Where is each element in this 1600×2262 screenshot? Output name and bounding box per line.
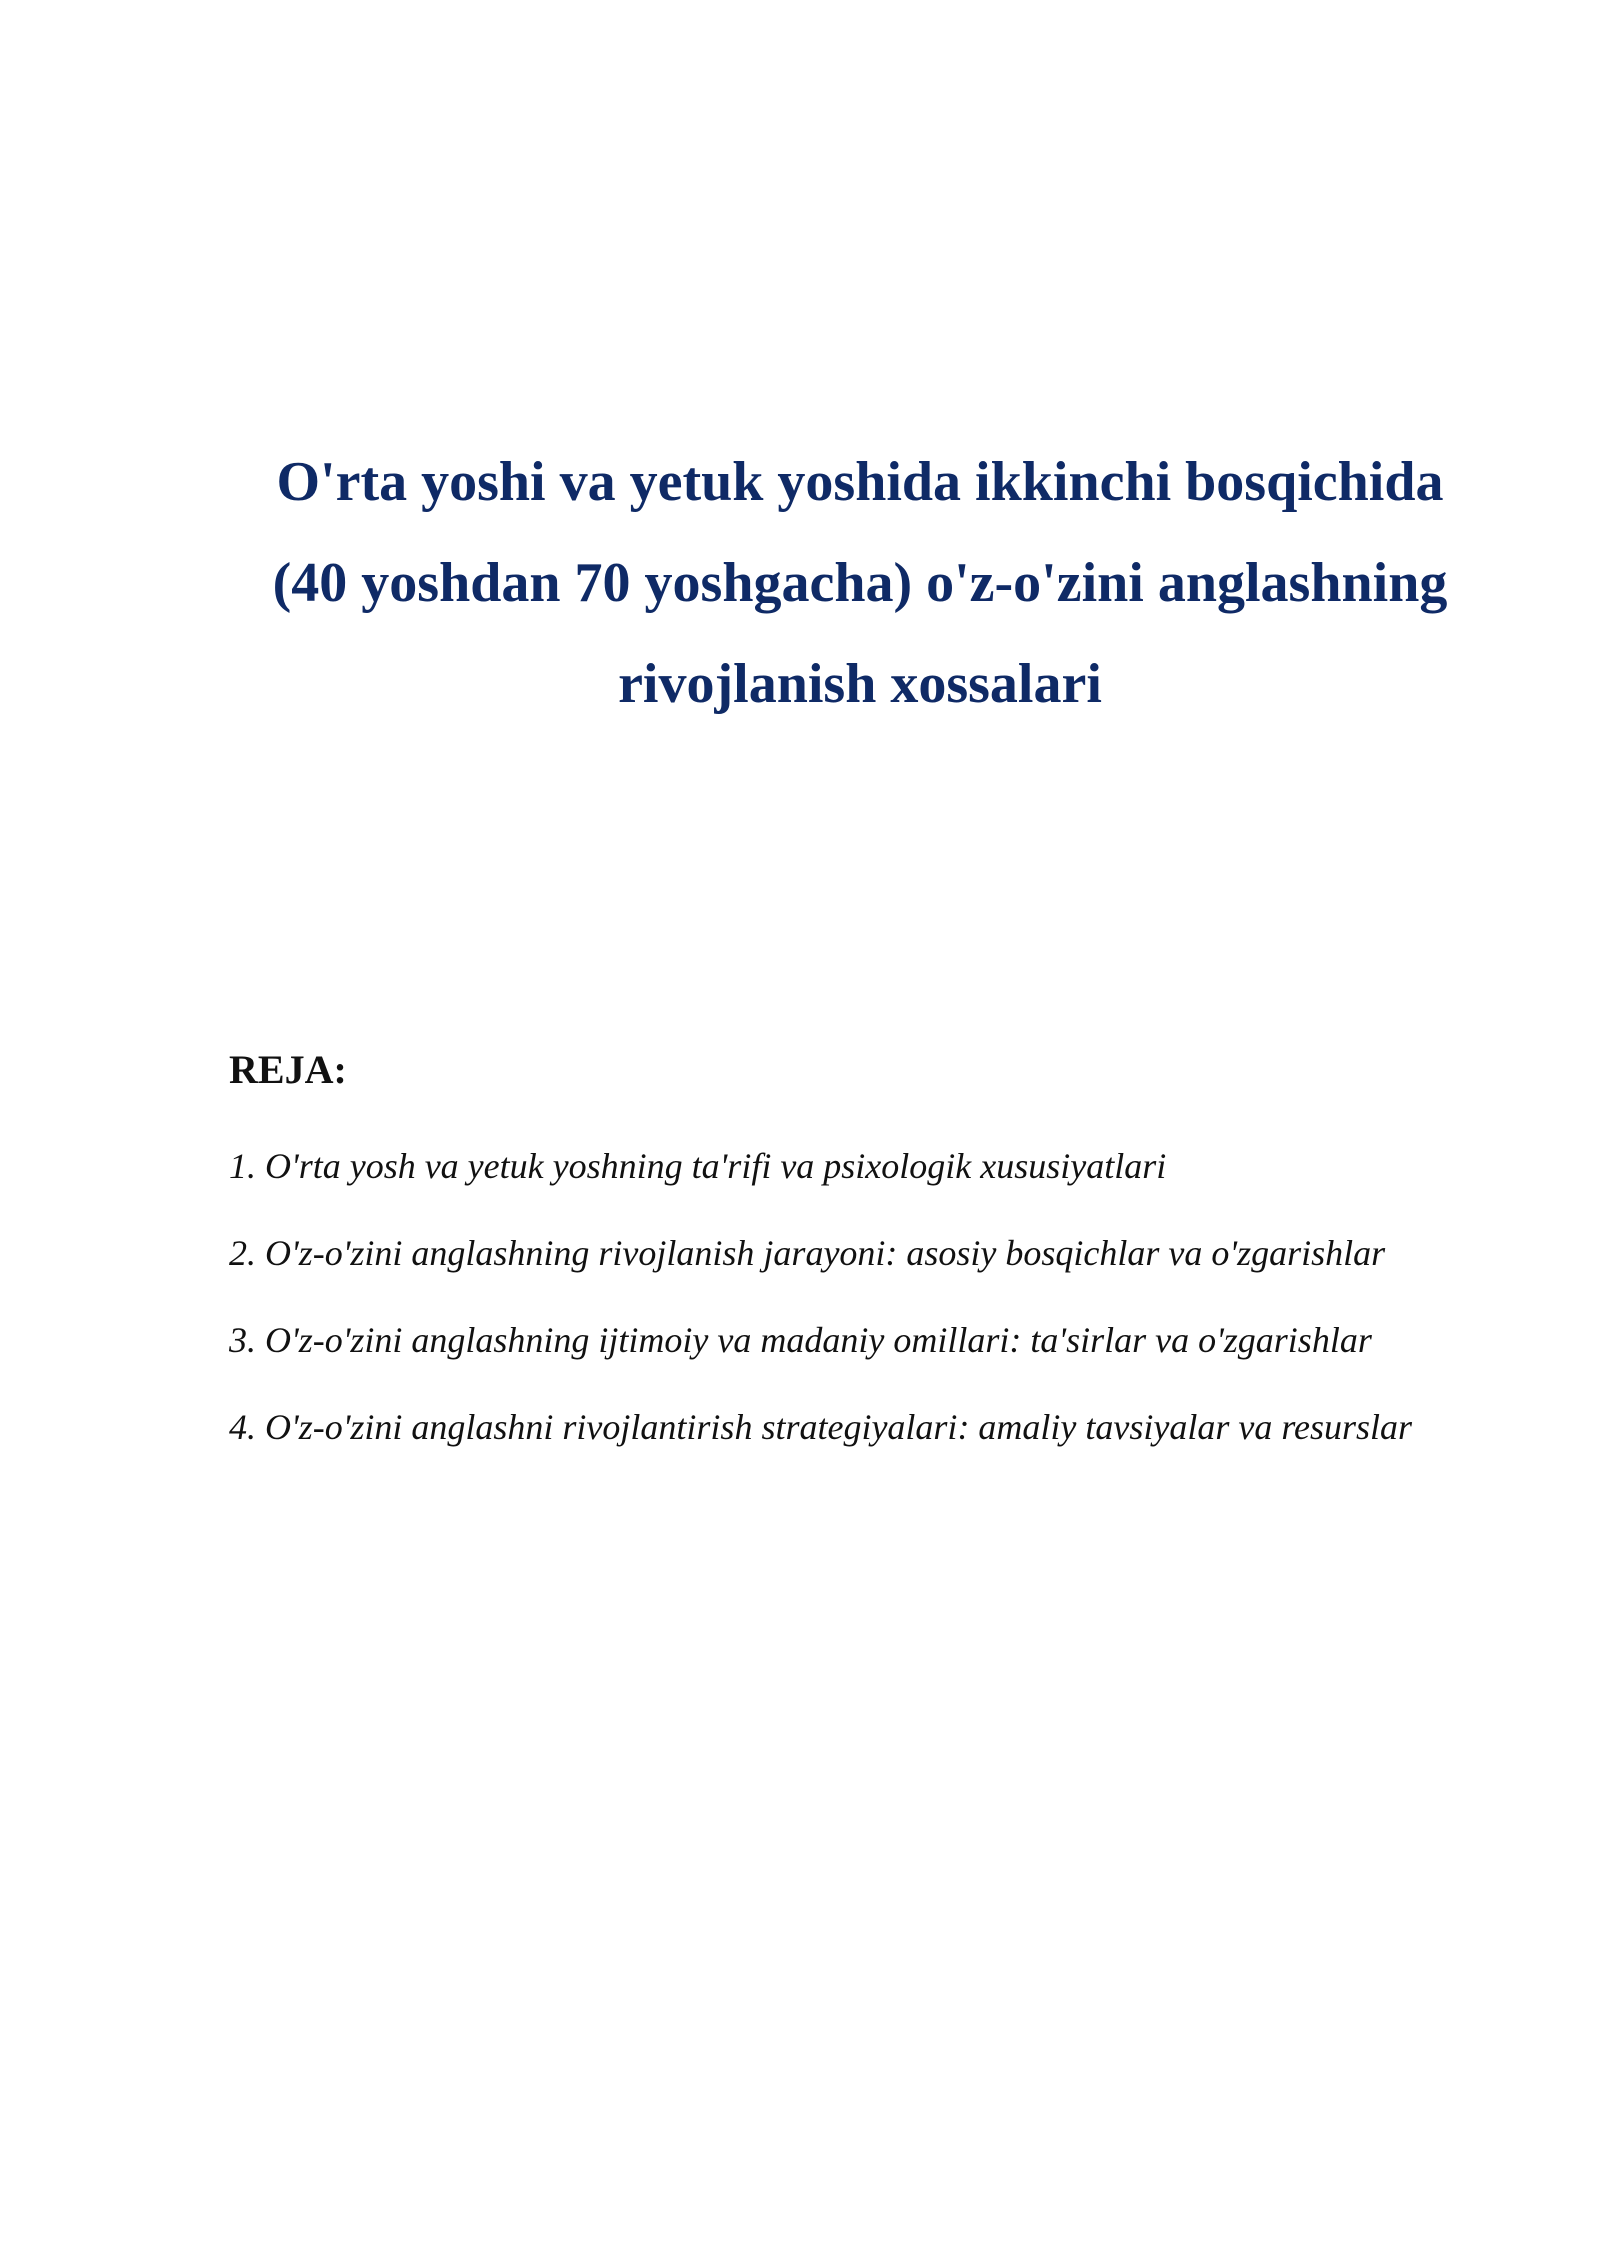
plan-list: [229, 1144, 1412, 1492]
title-line-3: rivojlanish xossalari: [618, 653, 1102, 715]
title-line-2: (40 yoshdan 70 yoshgacha) o'z-o'zini anglashning: [272, 552, 1448, 614]
title-line-1: O'rta yoshi va yetuk yoshida ikkinchi bosqichida: [276, 451, 1444, 513]
plan-item-2: 2. O'z-o'zini anglashning rivojlanish jarayoni: asosiy bosqichlar va o'zgarishlar: [229, 1233, 1386, 1273]
plan-item-1: 1. O'rta yosh va yetuk yoshning ta'rifi va psixologik xususiyatlari: [229, 1146, 1167, 1186]
plan-heading: REJA:: [229, 1047, 347, 1092]
plan-item-4: 4. O'z-o'zini anglashni rivojlantirish strategiyalari: amaliy tavsiyalar va resurslar: [229, 1407, 1413, 1447]
document-title: [220, 432, 1500, 735]
plan-item-3: 3. O'z-o'zini anglashning ijtimoiy va madaniy omillari: ta'sirlar va o'zgarishlar: [229, 1320, 1372, 1360]
